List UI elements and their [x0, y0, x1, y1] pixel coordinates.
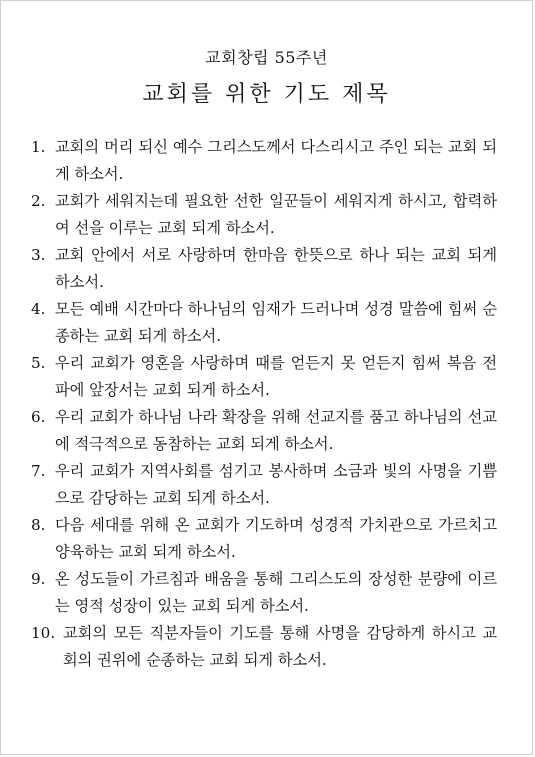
prayer-item — [31, 620, 497, 674]
prayer-text: 교회의 머리 되신 예수 그리스도께서 다스리시고 주인 되는 교회 되게 하소서. — [55, 138, 497, 183]
prayer-number: 3. — [31, 246, 46, 264]
prayer-text: 다음 세대를 위해 온 교회가 기도하며 성경적 가치관으로 가르치고 양육하는 교회 되게 하소서. — [55, 516, 497, 561]
prayer-item — [31, 134, 497, 188]
prayer-item — [31, 404, 497, 458]
prayer-text: 교회의 모든 직분자들이 기도를 통해 사명을 감당하게 하시고 교회의 권위에 순종하는 교회 되게 하소서. — [63, 624, 497, 669]
prayer-text: 우리 교회가 하나님 나라 확장을 위해 선교지를 품고 하나님의 선교에 적극적으로 동참하는 교회 되게 하소서. — [55, 408, 497, 453]
prayer-item — [31, 458, 497, 512]
prayer-number: 2. — [31, 192, 46, 210]
prayer-item — [31, 512, 497, 566]
prayer-item — [31, 296, 497, 350]
prayer-text: 교회가 세워지는데 필요한 선한 일꾼들이 세워지게 하시고, 합력하여 선을 이루는 교회 되게 하소서. — [55, 192, 497, 237]
prayer-text: 교회 안에서 서로 사랑하며 한마음 한뜻으로 하나 되는 교회 되게 하소서. — [55, 246, 497, 291]
page-subtitle: 교회창립 55주년 — [205, 48, 328, 67]
prayer-number: 6. — [31, 408, 46, 426]
prayer-item — [31, 566, 497, 620]
prayer-item — [31, 188, 497, 242]
prayer-text: 우리 교회가 영혼을 사랑하며 때를 얻든지 못 얻든지 힘써 복음 전파에 앞장서는 교회 되게 하소서. — [55, 354, 497, 399]
prayer-text: 우리 교회가 지역사회를 섬기고 봉사하며 소금과 빛의 사명을 기쁨으로 감당하는 교회 되게 하소서. — [55, 462, 497, 507]
prayer-number: 10. — [31, 624, 56, 642]
prayer-number: 8. — [31, 516, 46, 534]
prayer-text: 모든 예배 시간마다 하나님의 임재가 드러나며 성경 말씀에 힘써 순종하는 교회 되게 하소서. — [55, 300, 497, 345]
prayer-text: 온 성도들이 가르침과 배움을 통해 그리스도의 장성한 분량에 이르는 영적 성장이 있는 교회 되게 하소서. — [55, 570, 497, 615]
prayer-number: 4. — [31, 300, 46, 318]
prayer-item — [31, 242, 497, 296]
prayer-list — [31, 134, 497, 674]
prayer-number: 7. — [31, 462, 46, 480]
prayer-number: 1. — [31, 138, 46, 156]
prayer-item — [31, 350, 497, 404]
prayer-number: 9. — [31, 570, 46, 588]
prayer-number: 5. — [31, 354, 46, 372]
page-title: 교회를 위한 기도 제목 — [142, 82, 391, 107]
